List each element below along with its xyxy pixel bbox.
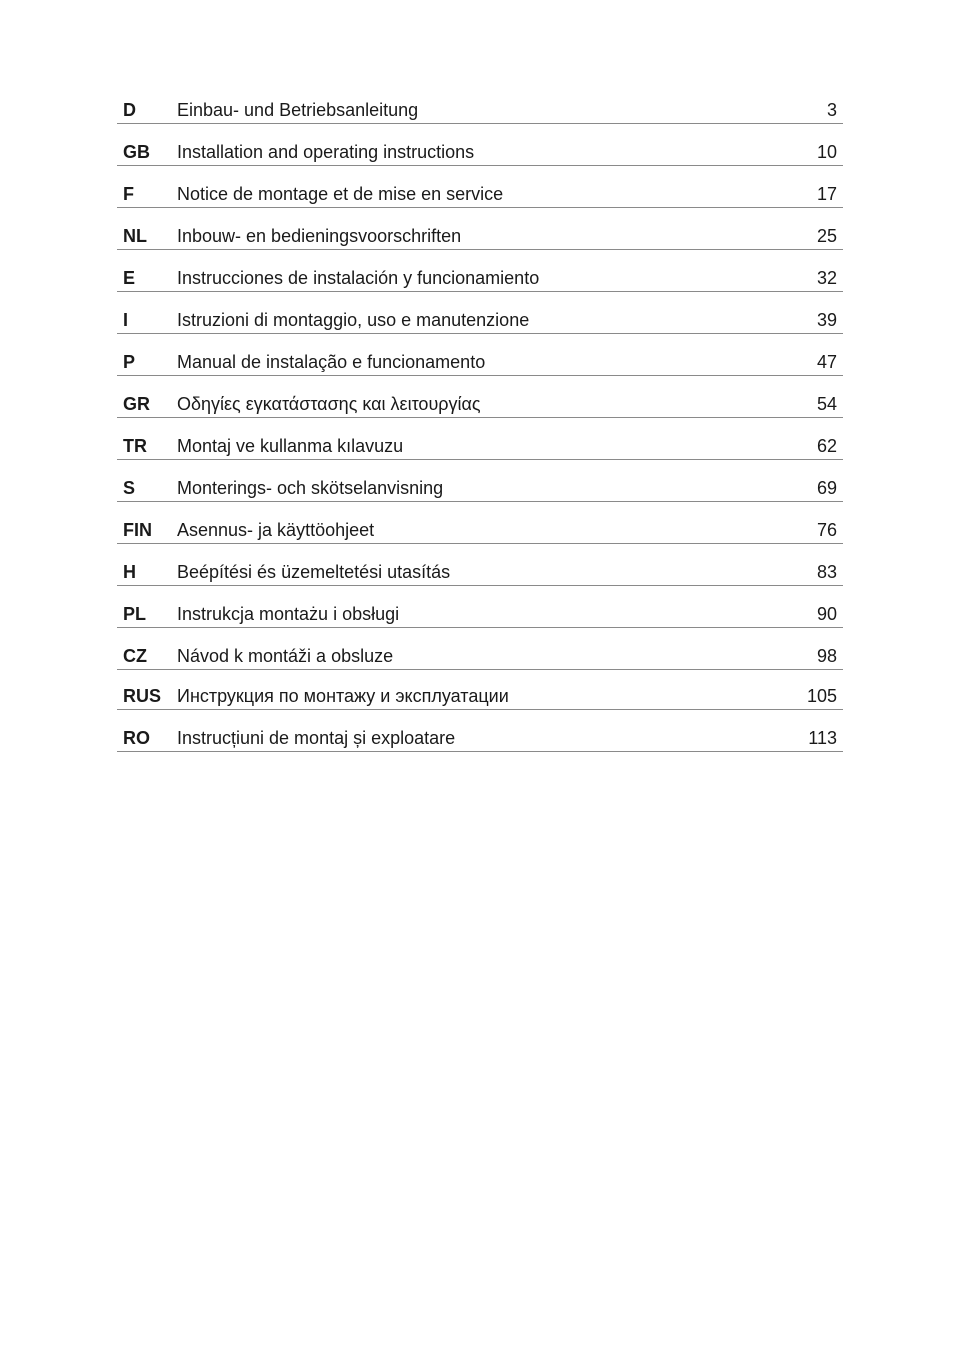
language-code: PL bbox=[123, 604, 147, 624]
toc-row-cz[interactable] bbox=[117, 628, 843, 670]
section-title: Návod k montáži a obsluze bbox=[177, 646, 394, 666]
page-number: 39 bbox=[816, 310, 837, 330]
language-code: GR bbox=[123, 394, 150, 414]
language-code: RO bbox=[123, 728, 150, 748]
section-title: Montaj ve kullanma kılavuzu bbox=[177, 436, 404, 456]
section-title: Inbouw- en bedieningsvoorschriften bbox=[177, 226, 462, 246]
toc-row-i[interactable] bbox=[117, 292, 843, 334]
page-number: 90 bbox=[816, 604, 837, 624]
toc-row-h[interactable] bbox=[117, 544, 843, 586]
toc-row-gb[interactable] bbox=[117, 124, 843, 166]
page-number: 25 bbox=[816, 226, 837, 246]
page-number: 10 bbox=[816, 142, 837, 162]
section-title: Installation and operating instructions bbox=[177, 142, 475, 162]
toc-row-f[interactable] bbox=[117, 166, 843, 208]
toc-row-tr[interactable] bbox=[117, 418, 843, 460]
section-title: Instrucciones de instalación y funcionamiento bbox=[177, 268, 540, 288]
page-number: 83 bbox=[816, 562, 837, 582]
language-code: FIN bbox=[123, 520, 152, 540]
page-number: 32 bbox=[816, 268, 837, 288]
language-code: TR bbox=[123, 436, 147, 456]
section-title: Asennus- ja käyttöohjeet bbox=[177, 520, 375, 540]
table-of-contents bbox=[117, 82, 843, 752]
toc-row-rus[interactable] bbox=[117, 670, 843, 710]
language-code: CZ bbox=[123, 646, 147, 666]
section-title: Notice de montage et de mise en service bbox=[177, 184, 504, 204]
section-title: Οδηγίες εγκατάστασης και λειτουργίας bbox=[177, 394, 481, 414]
page-number: 69 bbox=[816, 478, 837, 498]
toc-row-fin[interactable] bbox=[117, 502, 843, 544]
language-code: RUS bbox=[123, 686, 162, 706]
toc-row-s[interactable] bbox=[117, 460, 843, 502]
toc-row-gr[interactable] bbox=[117, 376, 843, 418]
language-code: S bbox=[123, 478, 136, 498]
page-number: 47 bbox=[816, 352, 837, 372]
page-number: 105 bbox=[806, 686, 837, 706]
language-code: F bbox=[123, 184, 134, 204]
toc-row-p[interactable] bbox=[117, 334, 843, 376]
language-code: I bbox=[123, 310, 129, 330]
page-number: 98 bbox=[816, 646, 837, 666]
page-number: 54 bbox=[816, 394, 837, 414]
language-code: NL bbox=[123, 226, 147, 246]
language-code: E bbox=[123, 268, 136, 288]
toc-row-nl[interactable] bbox=[117, 208, 843, 250]
page-number: 76 bbox=[816, 520, 837, 540]
section-title: Инструкция по монтажу и эксплуатации bbox=[177, 686, 509, 706]
toc-row-ro[interactable] bbox=[117, 710, 843, 752]
section-title: Monterings- och skötselanvisning bbox=[177, 478, 444, 498]
toc-row-e[interactable] bbox=[117, 250, 843, 292]
section-title: Einbau- und Betriebsanleitung bbox=[177, 100, 419, 120]
section-title: Instrukcja montażu i obsługi bbox=[177, 604, 400, 624]
page-number: 3 bbox=[826, 100, 837, 120]
section-title: Manual de instalação e funcionamento bbox=[177, 352, 486, 372]
page-number: 113 bbox=[808, 728, 837, 748]
language-code: GB bbox=[123, 142, 150, 162]
page-number: 17 bbox=[816, 184, 837, 204]
language-code: P bbox=[123, 352, 136, 372]
language-code: D bbox=[123, 100, 136, 120]
section-title: Istruzioni di montaggio, uso e manutenzione bbox=[177, 310, 530, 330]
language-code: H bbox=[123, 562, 136, 582]
page-number: 62 bbox=[816, 436, 837, 456]
section-title: Instrucțiuni de montaj și exploatare bbox=[177, 728, 456, 748]
section-title: Beépítési és üzemeltetési utasítás bbox=[177, 562, 451, 582]
toc-row-de[interactable] bbox=[117, 82, 843, 124]
toc-row-pl[interactable] bbox=[117, 586, 843, 628]
